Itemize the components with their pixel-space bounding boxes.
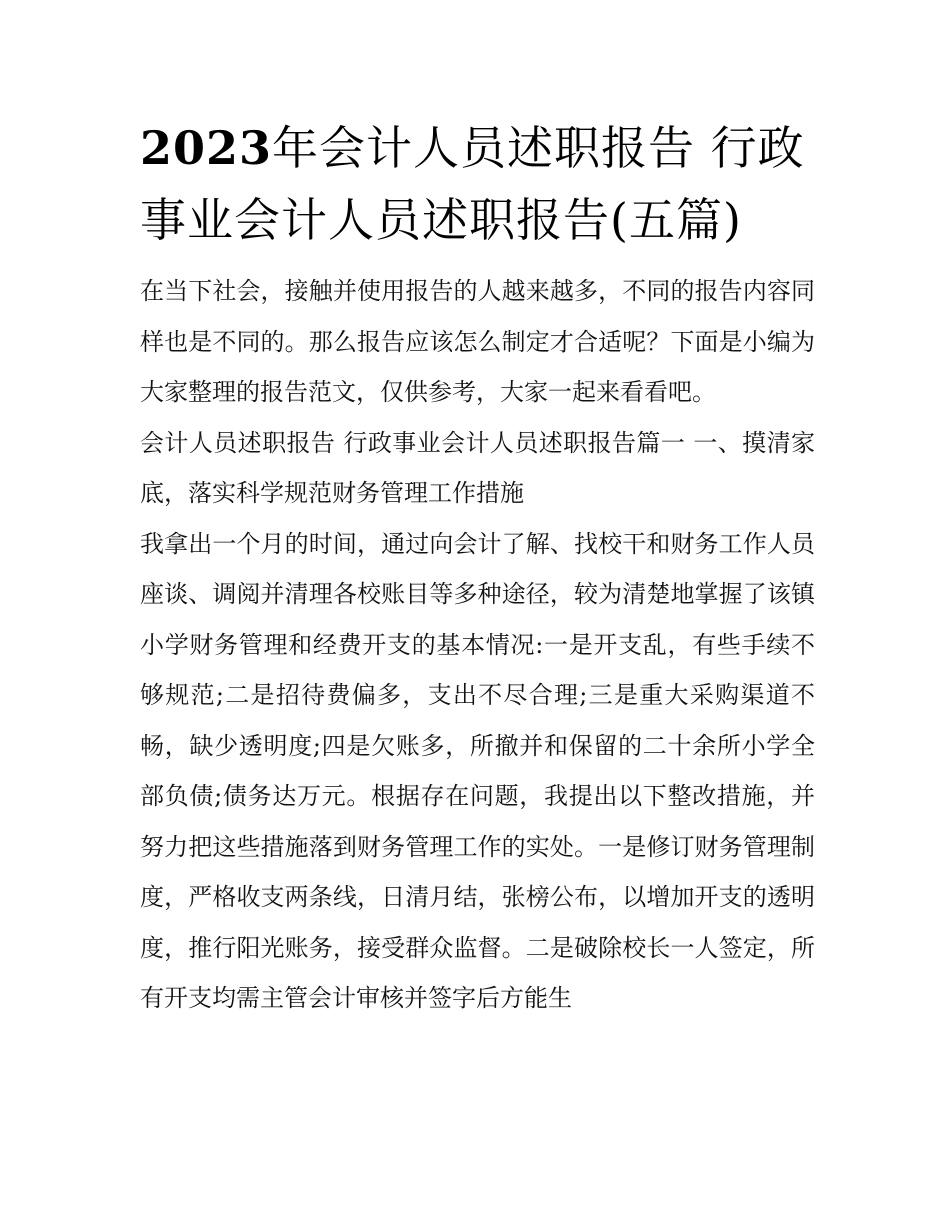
document-title: [140, 112, 815, 256]
title-text: 年会计人员述职报告 行政事业会计人员述职报告(五篇): [140, 121, 805, 247]
section-heading-paragraph: 会计人员述职报告 行政事业会计人员述职报告篇一 一、摸清家底，落实科学规范财务管理工作措施: [140, 428, 815, 507]
intro-paragraph: 在当下社会，接触并使用报告的人越来越多，不同的报告内容同样也是不同的。那么报告应该怎么制定才合适呢？下面是小编为大家整理的报告范文，仅供参考，大家一起来看看吧。: [140, 277, 815, 406]
title-year: 2023: [140, 121, 273, 175]
document-body: [140, 112, 815, 1024]
body-paragraph: 我拿出一个月的时间，通过向会计了解、找校干和财务工作人员座谈、调阅并清理各校账目等多种途径，较为清楚地掌握了该镇小学财务管理和经费开支的基本情况:一是开支乱，有些手续不够规范;二是招待费偏多，支出不尽合理;三是重大采购渠道不畅，缺少透明度;四是欠账多，所撤并和保留的二十余所小学全部负债;债务达万元。根据存在问题，我提出以下整改措施，并努力把这些措施落到财务管理工作的实处。一是修订财务管理制度，严格收支两条线，日清月结，张榜公布，以增加开支的透明度，推行阳光账务，接受群众监督。二是破除校长一人签定，所有开支均需主管会计审核并签字后方能生: [140, 529, 815, 1012]
